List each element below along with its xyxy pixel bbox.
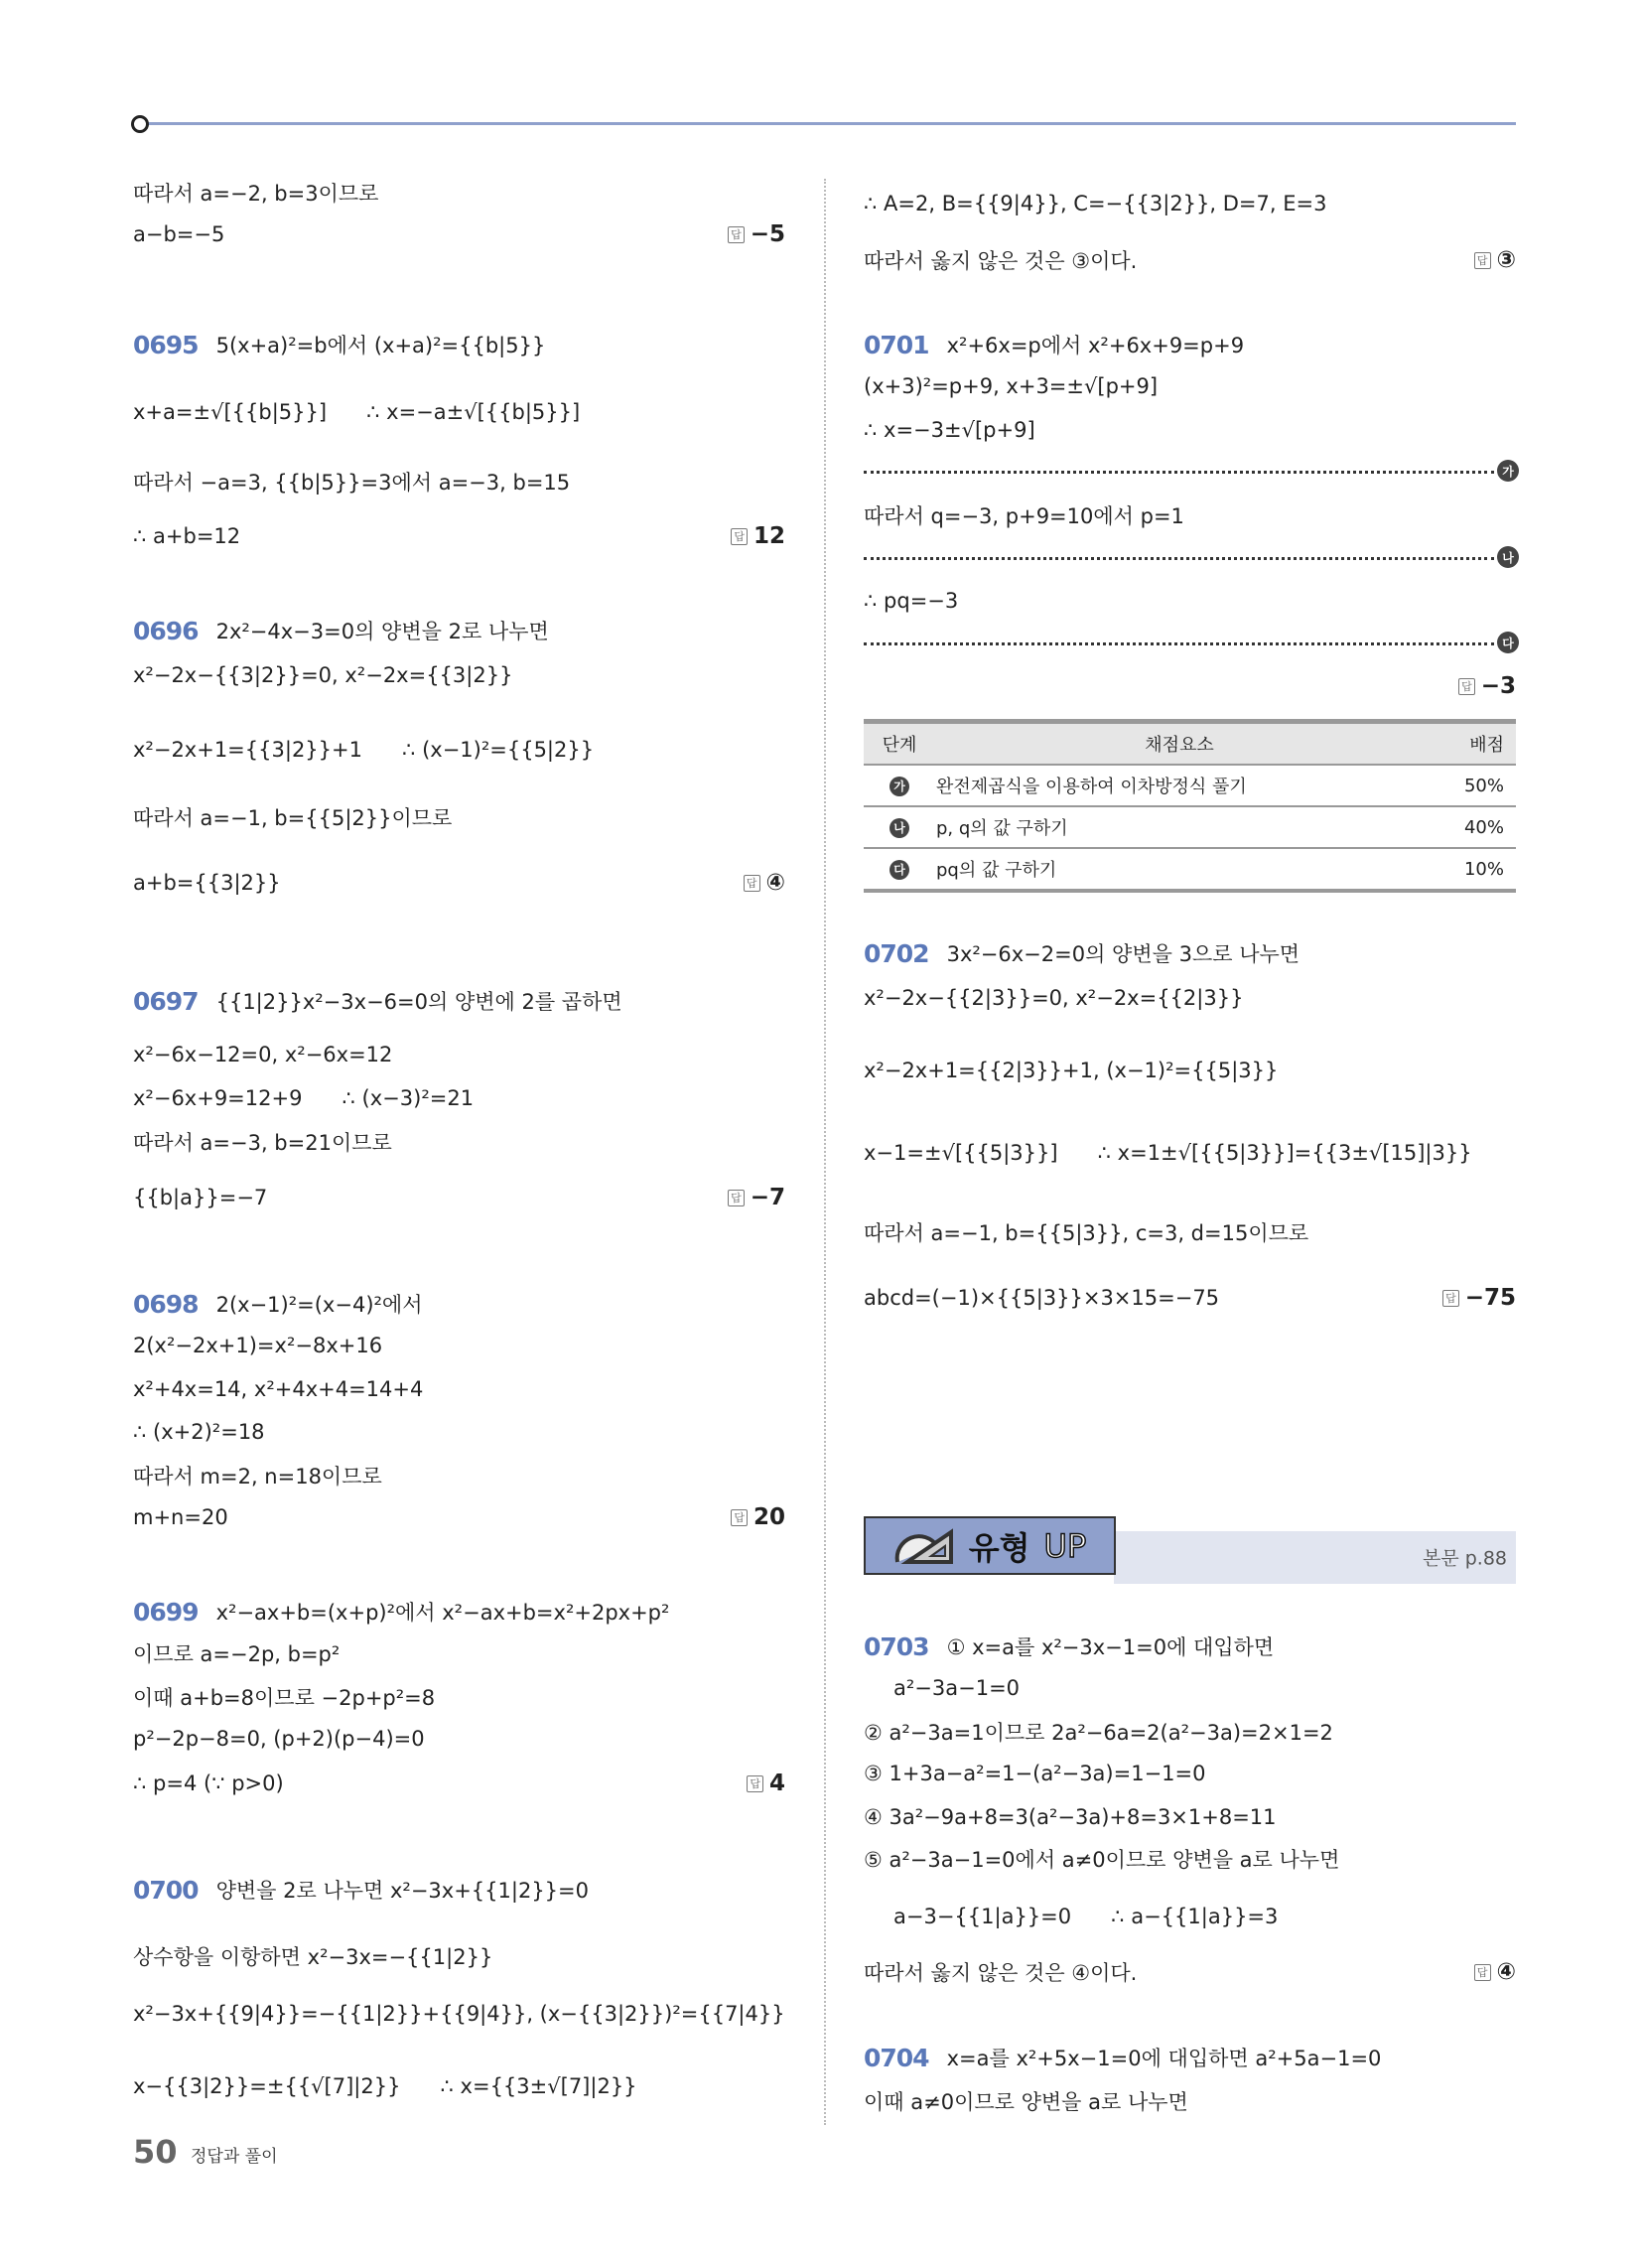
solution-line	[864, 1805, 1277, 1829]
table-row	[864, 848, 1516, 891]
solution-line	[864, 1844, 1339, 1874]
answer	[1442, 1285, 1516, 1311]
section-banner	[864, 1516, 1116, 1575]
top-rule-dot	[131, 115, 149, 133]
banner-title: 유형	[968, 1528, 1030, 1567]
solution-line	[864, 589, 958, 613]
math-text: ③ 1+3a−a²=1−(a²−3a)=1−1=0	[864, 1762, 1206, 1785]
math-text: x²−2x+1={{3|2}}+1 ∴ (x−1)²={{5|2}}	[133, 738, 595, 762]
solution-line	[864, 192, 1326, 215]
answer-value: −7	[750, 1185, 785, 1210]
answer-icon: 답	[1474, 1964, 1491, 1981]
table-row	[864, 765, 1516, 806]
answer-icon: 답	[1474, 252, 1491, 269]
math-text: p²−2p−8=0, (p+2)(p−4)=0	[133, 1727, 425, 1751]
math-text: 2x²−4x−3=0의 양변을 2로 나누면	[215, 620, 549, 643]
problem-number: 0703	[864, 1631, 929, 1661]
math-text: 5(x+a)²=b에서 (x+a)²={{b|5}}	[215, 334, 546, 357]
problem-solution-start	[133, 1289, 423, 1319]
math-text: m+n=20	[133, 1505, 228, 1529]
answer-value: −3	[1480, 673, 1516, 699]
solution-line	[864, 1717, 1333, 1747]
problem-number: 0696	[133, 616, 199, 645]
answer	[728, 1185, 785, 1210]
problem-number: 0702	[864, 938, 929, 968]
solution-line	[133, 802, 452, 832]
answer-value: −75	[1464, 1285, 1516, 1311]
math-text: abcd=(−1)×{{5|3}}×3×15=−75	[864, 1286, 1220, 1310]
step-marker: 다	[889, 860, 909, 880]
math-text: 따라서 a=−3, b=21이므로	[133, 1131, 392, 1155]
problem-solution-start	[864, 1631, 1274, 1661]
problem-number: 0695	[133, 330, 199, 359]
answer-icon: 답	[1442, 1290, 1459, 1307]
math-text: x²+6x=p에서 x²+6x+9=p+9	[946, 334, 1245, 357]
math-text: ∴ pq=−3	[864, 589, 959, 613]
header-step: 단계	[864, 722, 935, 766]
math-text: ① x=a를 x²−3x−1=0에 대입하면	[946, 1635, 1275, 1659]
math-text: 이므로 a=−2p, b=p²	[133, 1642, 341, 1666]
table-row	[864, 806, 1516, 848]
answer	[731, 1504, 785, 1530]
math-text: ② a²−3a=1이므로 2a²−6a=2(a²−3a)=2×1=2	[864, 1721, 1333, 1745]
solution-line	[133, 178, 378, 208]
math-text: 따라서 a=−1, b={{5|2}}이므로	[133, 806, 453, 830]
solution-line	[133, 1772, 284, 1795]
problem-number: 0701	[864, 330, 929, 359]
solution-line	[133, 1043, 392, 1066]
answer-value: 20	[753, 1504, 785, 1530]
math-text: a+b={{3|2}}	[133, 871, 281, 895]
answer	[731, 523, 785, 549]
column-divider	[824, 179, 826, 2125]
solution-line	[133, 1420, 265, 1444]
solution-line	[133, 2074, 637, 2098]
answer-icon: 답	[731, 528, 748, 545]
scoring-points: 40%	[1424, 806, 1516, 848]
protractor-ruler-icon	[893, 1526, 955, 1566]
answer-value: ④	[765, 870, 785, 896]
footer-label: 정답과 풀이	[191, 2147, 278, 2167]
scoring-table	[864, 719, 1516, 893]
math-text: ∴ (x+2)²=18	[133, 1420, 265, 1444]
math-text: {{b|a}}=−7	[133, 1186, 268, 1209]
math-text: 이때 a≠0이므로 양변을 a로 나누면	[864, 2090, 1188, 2114]
step-marker: 다	[1497, 632, 1519, 653]
step-marker: 나	[889, 818, 909, 838]
math-text: ⑤ a²−3a−1=0에서 a≠0이므로 양변을 a로 나누면	[864, 1848, 1340, 1872]
solution-line	[864, 500, 1184, 530]
solution-line	[893, 1676, 1020, 1700]
solution-line	[893, 1905, 1278, 1928]
solution-line	[133, 1186, 267, 1209]
math-text: x²−3x+{{9|4}}=−{{1|2}}+{{9|4}}, (x−{{3|2}})²={{7|4}}	[133, 2002, 785, 2026]
solution-line	[133, 1461, 382, 1490]
math-text: x²−2x−{{2|3}}=0, x²−2x={{2|3}}	[864, 986, 1244, 1010]
math-text: x=a를 x²+5x−1=0에 대입하면 a²+5a−1=0	[946, 2047, 1382, 2070]
problem-solution-start	[133, 1597, 669, 1627]
answer-value: −5	[750, 221, 785, 247]
scoring-item: pq의 값 구하기	[935, 848, 1424, 891]
answer	[728, 221, 785, 247]
step-marker: 가	[1497, 460, 1519, 482]
solution-line	[864, 1141, 1472, 1165]
solution-line	[133, 400, 580, 424]
math-text: 따라서 옳지 않은 것은 ③이다.	[864, 249, 1138, 273]
answer	[1474, 247, 1516, 273]
scoring-points: 50%	[1424, 765, 1516, 806]
solution-line	[133, 1377, 423, 1401]
answer	[1474, 1959, 1516, 1985]
math-text: {{1|2}}x²−3x−6=0의 양변에 2를 곱하면	[215, 990, 622, 1014]
solution-line	[133, 524, 240, 548]
math-text: 따라서 −a=3, {{b|5}}=3에서 a=−3, b=15	[133, 471, 571, 495]
textbook-page-reference: 본문 p.88	[1422, 1547, 1507, 1570]
dotted-separator	[864, 642, 1494, 645]
header-points: 배점	[1424, 722, 1516, 766]
math-text: 양변을 2로 나누면 x²−3x+{{1|2}}=0	[215, 1879, 590, 1903]
math-text: 따라서 a=−1, b={{5|3}}, c=3, d=15이므로	[864, 1221, 1309, 1245]
problem-number: 0697	[133, 986, 199, 1016]
answer-icon: 답	[744, 875, 760, 892]
math-text: 따라서 m=2, n=18이므로	[133, 1465, 382, 1488]
scoring-points: 10%	[1424, 848, 1516, 891]
math-text: 3x²−6x−2=0의 양변을 3으로 나누면	[946, 942, 1300, 966]
math-text: 2(x−1)²=(x−4)²에서	[215, 1293, 423, 1317]
solution-line	[133, 1334, 382, 1357]
math-text: 따라서 q=−3, p+9=10에서 p=1	[864, 504, 1184, 528]
math-text: x²+4x=14, x²+4x+4=14+4	[133, 1377, 424, 1401]
math-text: 상수항을 이항하면 x²−3x=−{{1|2}}	[133, 1945, 493, 1969]
solution-line	[133, 738, 594, 762]
problem-number: 0699	[133, 1597, 199, 1627]
math-text: x²−6x+9=12+9 ∴ (x−3)²=21	[133, 1086, 475, 1110]
scoring-table-header	[864, 722, 1516, 766]
math-text: a−3−{{1|a}}=0 ∴ a−{{1|a}}=3	[893, 1905, 1279, 1928]
scoring-item: 완전제곱식을 이용하여 이차방정식 풀기	[935, 765, 1424, 806]
solution-line	[864, 1059, 1278, 1082]
dotted-separator	[864, 471, 1494, 474]
solution-line	[864, 374, 1158, 398]
header-item: 채점요소	[935, 722, 1424, 766]
solution-line	[133, 1941, 492, 1971]
math-text: a−b=−5	[133, 222, 225, 246]
answer-value: 4	[768, 1771, 785, 1796]
problem-number: 0698	[133, 1289, 199, 1319]
solution-line	[864, 1762, 1206, 1785]
math-text: x²−6x−12=0, x²−6x=12	[133, 1043, 393, 1066]
solution-line	[133, 871, 281, 895]
solution-line	[133, 1638, 340, 1668]
problem-solution-start	[133, 1875, 589, 1905]
answer-value: ④	[1496, 1959, 1516, 1985]
problem-solution-start	[864, 2043, 1381, 2072]
scoring-item: p, q의 값 구하기	[935, 806, 1424, 848]
math-text: ∴ a+b=12	[133, 524, 241, 548]
problem-number: 0704	[864, 2043, 929, 2072]
math-text: x²−ax+b=(x+p)²에서 x²−ax+b=x²+2px+p²	[215, 1601, 670, 1625]
answer-value: 12	[753, 523, 785, 549]
math-text: ∴ p=4 (∵ p>0)	[133, 1772, 284, 1795]
math-text: 2(x²−2x+1)=x²−8x+16	[133, 1334, 383, 1357]
math-text: 따라서 옳지 않은 것은 ④이다.	[864, 1961, 1138, 1985]
solution-line	[864, 1286, 1219, 1310]
problem-number: 0700	[133, 1875, 199, 1905]
page-number: 50	[133, 2133, 178, 2171]
solution-line	[133, 222, 224, 246]
math-text: ∴ x=−3±√[p+9]	[864, 418, 1035, 442]
answer	[1458, 673, 1516, 699]
solution-line	[133, 1505, 228, 1529]
math-text: x²−2x+1={{2|3}}+1, (x−1)²={{5|3}}	[864, 1059, 1279, 1082]
math-text: 이때 a+b=8이므로 −2p+p²=8	[133, 1686, 436, 1710]
problem-solution-start	[864, 938, 1300, 968]
math-text: 따라서 a=−2, b=3이므로	[133, 182, 379, 206]
answer	[744, 870, 785, 896]
solution-line	[133, 467, 570, 496]
math-text: (x+3)²=p+9, x+3=±√[p+9]	[864, 374, 1159, 398]
math-text: ④ 3a²−9a+8=3(a²−3a)+8=3×1+8=11	[864, 1805, 1277, 1829]
math-text: a²−3a−1=0	[893, 1676, 1021, 1700]
solution-line	[864, 418, 1035, 442]
solution-line	[133, 663, 512, 687]
solution-line	[133, 1086, 474, 1110]
solution-line	[864, 1957, 1137, 1987]
solution-line	[864, 2086, 1188, 2116]
answer-icon: 답	[747, 1775, 763, 1792]
problem-solution-start	[864, 330, 1244, 359]
solution-line	[864, 245, 1137, 275]
solution-line	[133, 1727, 425, 1751]
banner-suffix: UP	[1043, 1526, 1087, 1565]
answer-icon: 답	[728, 1190, 745, 1206]
problem-solution-start	[133, 330, 545, 359]
problem-solution-start	[133, 986, 622, 1016]
answer-icon: 답	[1458, 678, 1475, 695]
step-marker: 나	[1497, 546, 1519, 568]
step-marker: 가	[889, 777, 909, 796]
top-rule	[139, 122, 1516, 125]
solution-line	[133, 1682, 435, 1712]
solution-line	[864, 986, 1243, 1010]
answer-icon: 답	[731, 1509, 748, 1526]
math-text: x²−2x−{{3|2}}=0, x²−2x={{3|2}}	[133, 663, 513, 687]
solution-line	[133, 1127, 392, 1157]
math-text: x+a=±√[{{b|5}}] ∴ x=−a±√[{{b|5}}]	[133, 400, 581, 424]
answer-icon: 답	[728, 226, 745, 243]
answer	[747, 1771, 785, 1796]
solution-line	[133, 2002, 785, 2026]
math-text: ∴ A=2, B={{9|4}}, C=−{{3|2}}, D=7, E=3	[864, 192, 1327, 215]
problem-solution-start	[133, 616, 549, 645]
solution-line	[864, 1217, 1308, 1247]
math-text: x−{{3|2}}=±{{√[7]|2}} ∴ x={{3±√[7]|2}}	[133, 2074, 637, 2098]
answer-value: ③	[1496, 247, 1516, 273]
dotted-separator	[864, 557, 1494, 560]
math-text: x−1=±√[{{5|3}}] ∴ x=1±√[{{5|3}}]={{3±√[15]|3}}	[864, 1141, 1472, 1165]
